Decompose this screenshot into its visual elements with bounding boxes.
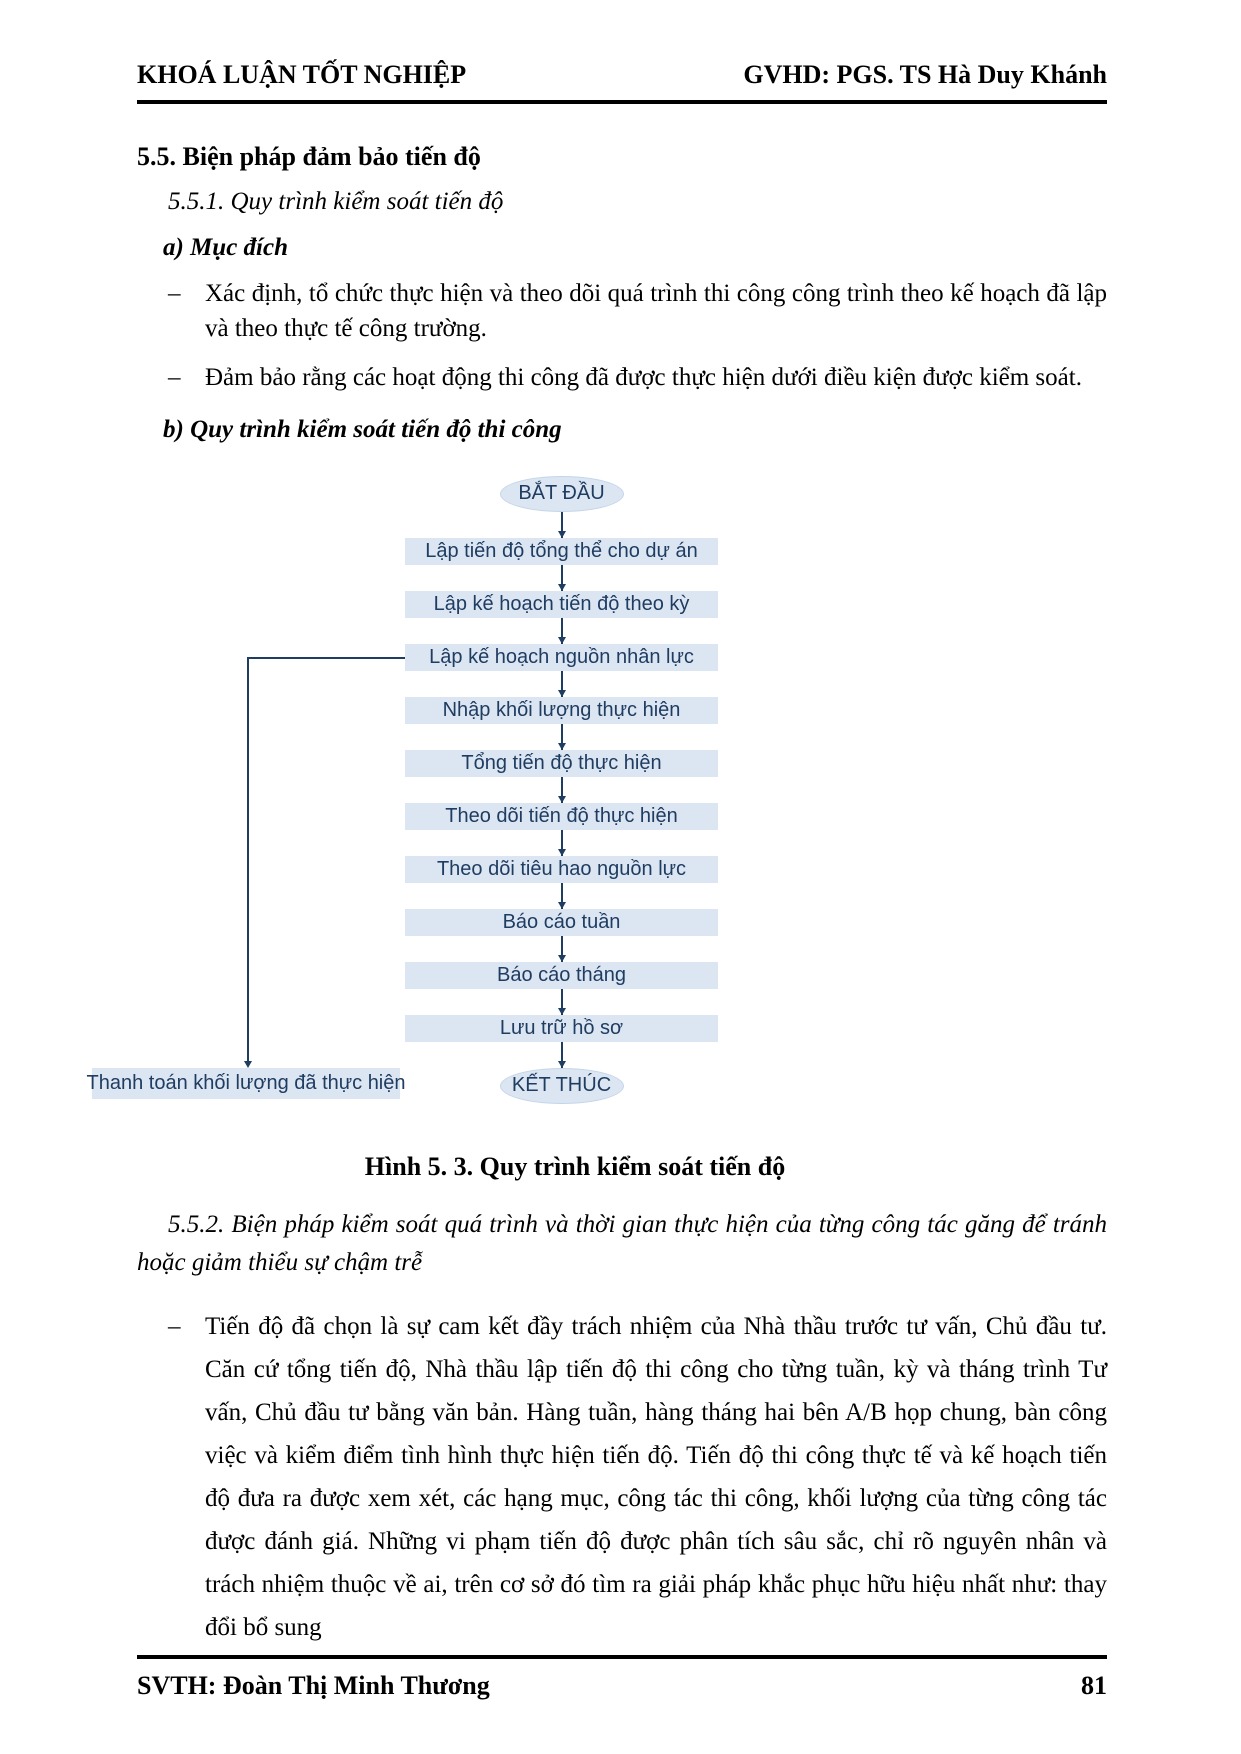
subsection-heading-5-5-2: 5.5.2. Biện pháp kiểm soát quá trình và thời gian thực hiện của từng công tác găng để tránh hoặc giảm thiểu sự chậm trễ xyxy=(137,1210,1107,1277)
bullet-text: Đảm bảo rằng các hoạt động thi công đã được thực hiện dưới điều kiện được kiểm soát. xyxy=(205,364,1082,391)
bullet-text: Xác định, tổ chức thực hiện và theo dõi quá trình thi công công trình theo kế hoạch đã lập và theo thực tế công trường. xyxy=(205,280,1107,342)
flow-arrow-down-icon xyxy=(561,777,563,803)
flow-arrow-down-icon xyxy=(561,830,563,856)
header-left-title: KHOÁ LUẬN TỐT NGHIỆP xyxy=(137,60,467,89)
flowchart-figure xyxy=(86,476,1107,1116)
paragraph-text: Tiến độ đã chọn là sự cam kết đầy trách nhiệm của Nhà thầu trước tư vấn, Chủ đầu tư. Căn cứ tổng tiến độ, Nhà thầu lập tiến độ thi công cho từng tuần, kỳ và tháng trình Tư vấn, Chủ đầu tư bằng văn bản. Hàng tuần, hàng tháng hai bên A/B họp chung, bàn công việc và kiểm điểm tình hình thực hiện tiến độ. Tiến độ thi công thực tế và kế hoạch tiến độ đưa ra được xem xét, các hạng mục, công tác thi công, khối lượng của từng công tác được đánh giá. Những vi phạm tiến độ được phân tích sâu sắc, chỉ rõ nguyên nhân và trách nhiệm thuộc về ai, trên cơ sở đó tìm ra giải pháp khắc phục hữu hiệu nhất như: thay đổi bổ sung xyxy=(205,1313,1107,1641)
flow-arrow-down-icon xyxy=(561,565,563,591)
page-header xyxy=(137,60,1107,104)
flow-arrow-down-icon xyxy=(561,512,563,538)
flow-step-box: Tổng tiến độ thực hiện xyxy=(405,750,718,777)
flowchart-main-column xyxy=(405,476,718,1104)
flow-connector-vertical xyxy=(247,657,249,1061)
flow-step-box: Lưu trữ hồ sơ xyxy=(405,1015,718,1042)
flow-arrow-down-icon xyxy=(561,671,563,697)
flow-step-box: Lập kế hoạch nguồn nhân lực xyxy=(405,644,718,671)
page-number: 81 xyxy=(1081,1671,1107,1700)
flow-connector-horizontal xyxy=(247,657,405,659)
bullet-item xyxy=(137,361,1107,396)
flow-step-box: Nhập khối lượng thực hiện xyxy=(405,697,718,724)
subsection-heading-5-5-1: 5.5.1. Quy trình kiểm soát tiến độ xyxy=(168,188,504,215)
section-heading-5-5: 5.5. Biện pháp đảm bảo tiến độ xyxy=(137,142,481,171)
bullet-dash: – xyxy=(168,364,181,391)
subheading-a-muc-dich: a) Mục đích xyxy=(163,234,288,261)
flow-terminator-start: BẮT ĐẦU xyxy=(500,476,624,512)
flow-terminator-end: KẾT THÚC xyxy=(500,1068,624,1104)
paragraph-item xyxy=(137,1305,1107,1649)
bullet-dash: – xyxy=(168,280,181,307)
page-footer xyxy=(137,1655,1107,1701)
flow-step-box: Theo dõi tiêu hao nguồn lực xyxy=(405,856,718,883)
flow-step-box: Lập kế hoạch tiến độ theo kỳ xyxy=(405,591,718,618)
bullet-dash: – xyxy=(168,1313,181,1340)
figure-caption: Hình 5. 3. Quy trình kiểm soát tiến độ xyxy=(364,1151,786,1181)
flow-arrow-down-icon xyxy=(561,724,563,750)
flow-connector-arrowhead-icon xyxy=(244,1061,252,1068)
footer-author: SVTH: Đoàn Thị Minh Thương xyxy=(137,1671,490,1700)
flow-arrow-down-icon xyxy=(561,618,563,644)
flow-arrow-down-icon xyxy=(561,1042,563,1068)
flow-arrow-down-icon xyxy=(561,883,563,909)
subheading-b-quy-trinh: b) Quy trình kiểm soát tiến độ thi công xyxy=(163,415,562,443)
page-content xyxy=(86,132,1107,1649)
header-right-advisor: GVHD: PGS. TS Hà Duy Khánh xyxy=(743,60,1107,89)
flow-arrow-down-icon xyxy=(561,936,563,962)
flow-side-box-payment: Thanh toán khối lượng đã thực hiện xyxy=(92,1068,400,1099)
bullet-item xyxy=(137,277,1107,346)
flow-step-box: Theo dõi tiến độ thực hiện xyxy=(405,803,718,830)
flow-step-box: Báo cáo tháng xyxy=(405,962,718,989)
flow-step-box: Lập tiến độ tổng thể cho dự án xyxy=(405,538,718,565)
flow-arrow-down-icon xyxy=(561,989,563,1015)
flow-step-box: Báo cáo tuần xyxy=(405,909,718,936)
